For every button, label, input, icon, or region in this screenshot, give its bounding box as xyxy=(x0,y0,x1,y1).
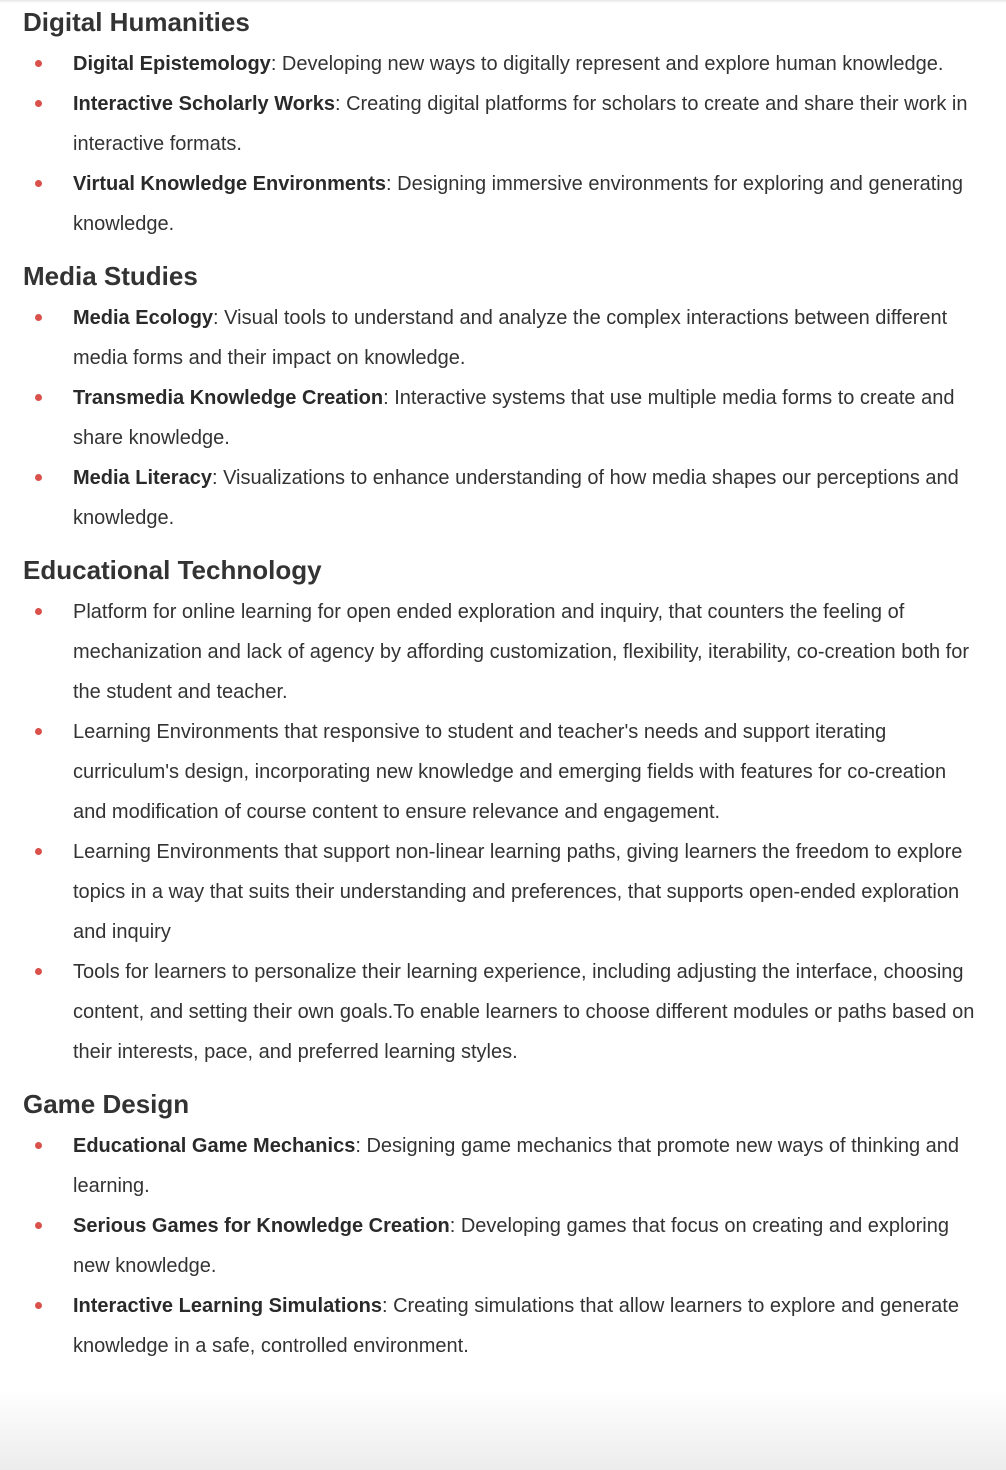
item-description: : Visualizations to enhance understanding of how media shapes our perceptions and knowledge. xyxy=(73,467,959,529)
bullet-dot-icon xyxy=(35,1222,42,1229)
item-description: : Designing immersive environments for exploring and generating knowledge. xyxy=(73,173,963,235)
list-item xyxy=(23,378,983,458)
item-description: : Developing new ways to digitally represent and explore human knowledge. xyxy=(270,53,944,75)
item-description: : Creating digital platforms for scholars to create and share their work in interactive formats. xyxy=(73,93,968,155)
item-term: Transmedia Knowledge Creation xyxy=(73,387,384,409)
bullet-list xyxy=(23,1126,983,1366)
bullet-dot-icon xyxy=(35,968,42,975)
bullet-dot-icon xyxy=(35,1302,42,1309)
item-description: Learning Environments that responsive to student and teacher's needs and support iterating curriculum's design, incorporating new knowledge and emerging fields with features for co-creation and modification of course content to ensure relevance and engagement. xyxy=(73,721,947,823)
bottom-fade-overlay xyxy=(0,1390,1006,1470)
item-term: Digital Epistemology xyxy=(73,53,271,75)
bullet-dot-icon xyxy=(35,474,42,481)
list-item xyxy=(23,952,983,1072)
document-body xyxy=(23,0,983,1366)
bullet-dot-icon xyxy=(35,100,42,107)
list-item xyxy=(23,164,983,244)
item-term: Educational Game Mechanics xyxy=(73,1135,356,1157)
item-term: Media Literacy xyxy=(73,467,212,489)
item-description: : Developing games that focus on creating and exploring new knowledge. xyxy=(73,1215,949,1277)
bullet-dot-icon xyxy=(35,848,42,855)
list-item xyxy=(23,1206,983,1286)
item-description: : Visual tools to understand and analyze the complex interactions between different media forms and their impact on knowledge. xyxy=(73,307,948,369)
item-term: Virtual Knowledge Environments xyxy=(73,173,387,195)
item-description: : Designing game mechanics that promote new ways of thinking and learning. xyxy=(73,1135,959,1197)
list-item xyxy=(23,592,983,712)
item-term: Interactive Scholarly Works xyxy=(73,93,335,115)
bullet-dot-icon xyxy=(35,180,42,187)
item-description: : Interactive systems that use multiple media forms to create and share knowledge. xyxy=(73,387,955,449)
bullet-list xyxy=(23,592,983,1072)
list-item xyxy=(23,458,983,538)
bullet-dot-icon xyxy=(35,314,42,321)
bullet-dot-icon xyxy=(35,728,42,735)
item-term: Media Ecology xyxy=(73,307,214,329)
item-description: Learning Environments that support non-linear learning paths, giving learners the freedom to explore topics in a way that suits their understanding and preferences, that supports open-ended exploration and inquiry xyxy=(73,841,963,943)
item-term: Interactive Learning Simulations xyxy=(73,1295,382,1317)
list-item xyxy=(23,712,983,832)
bullet-list xyxy=(23,44,983,244)
bullet-dot-icon xyxy=(35,1142,42,1149)
list-item xyxy=(23,832,983,952)
bullet-list xyxy=(23,298,983,538)
section-title-digital-humanities: Digital Humanities xyxy=(23,7,250,37)
item-description: Platform for online learning for open ended exploration and inquiry, that counters the feeling of mechanization and lack of agency by affording customization, flexibility, iterability, co-creation both for the student and teacher. xyxy=(73,601,970,703)
bullet-dot-icon xyxy=(35,394,42,401)
item-description: : Creating simulations that allow learners to explore and generate knowledge in a safe, controlled environment. xyxy=(73,1295,959,1357)
list-item xyxy=(23,1126,983,1206)
section-title-media-studies: Media Studies xyxy=(23,261,198,291)
list-item xyxy=(23,84,983,164)
bullet-dot-icon xyxy=(35,60,42,67)
list-item xyxy=(23,1286,983,1366)
item-term: Serious Games for Knowledge Creation xyxy=(73,1215,450,1237)
list-item xyxy=(23,298,983,378)
list-item xyxy=(23,44,983,84)
section-title-game-design: Game Design xyxy=(23,1089,190,1119)
bullet-dot-icon xyxy=(35,608,42,615)
section-title-educational-technology: Educational Technology xyxy=(23,555,322,585)
item-description: Tools for learners to personalize their learning experience, including adjusting the interface, choosing content, and setting their own goals.To enable learners to choose different modules or paths based on their interests, pace, and preferred learning styles. xyxy=(73,961,975,1063)
